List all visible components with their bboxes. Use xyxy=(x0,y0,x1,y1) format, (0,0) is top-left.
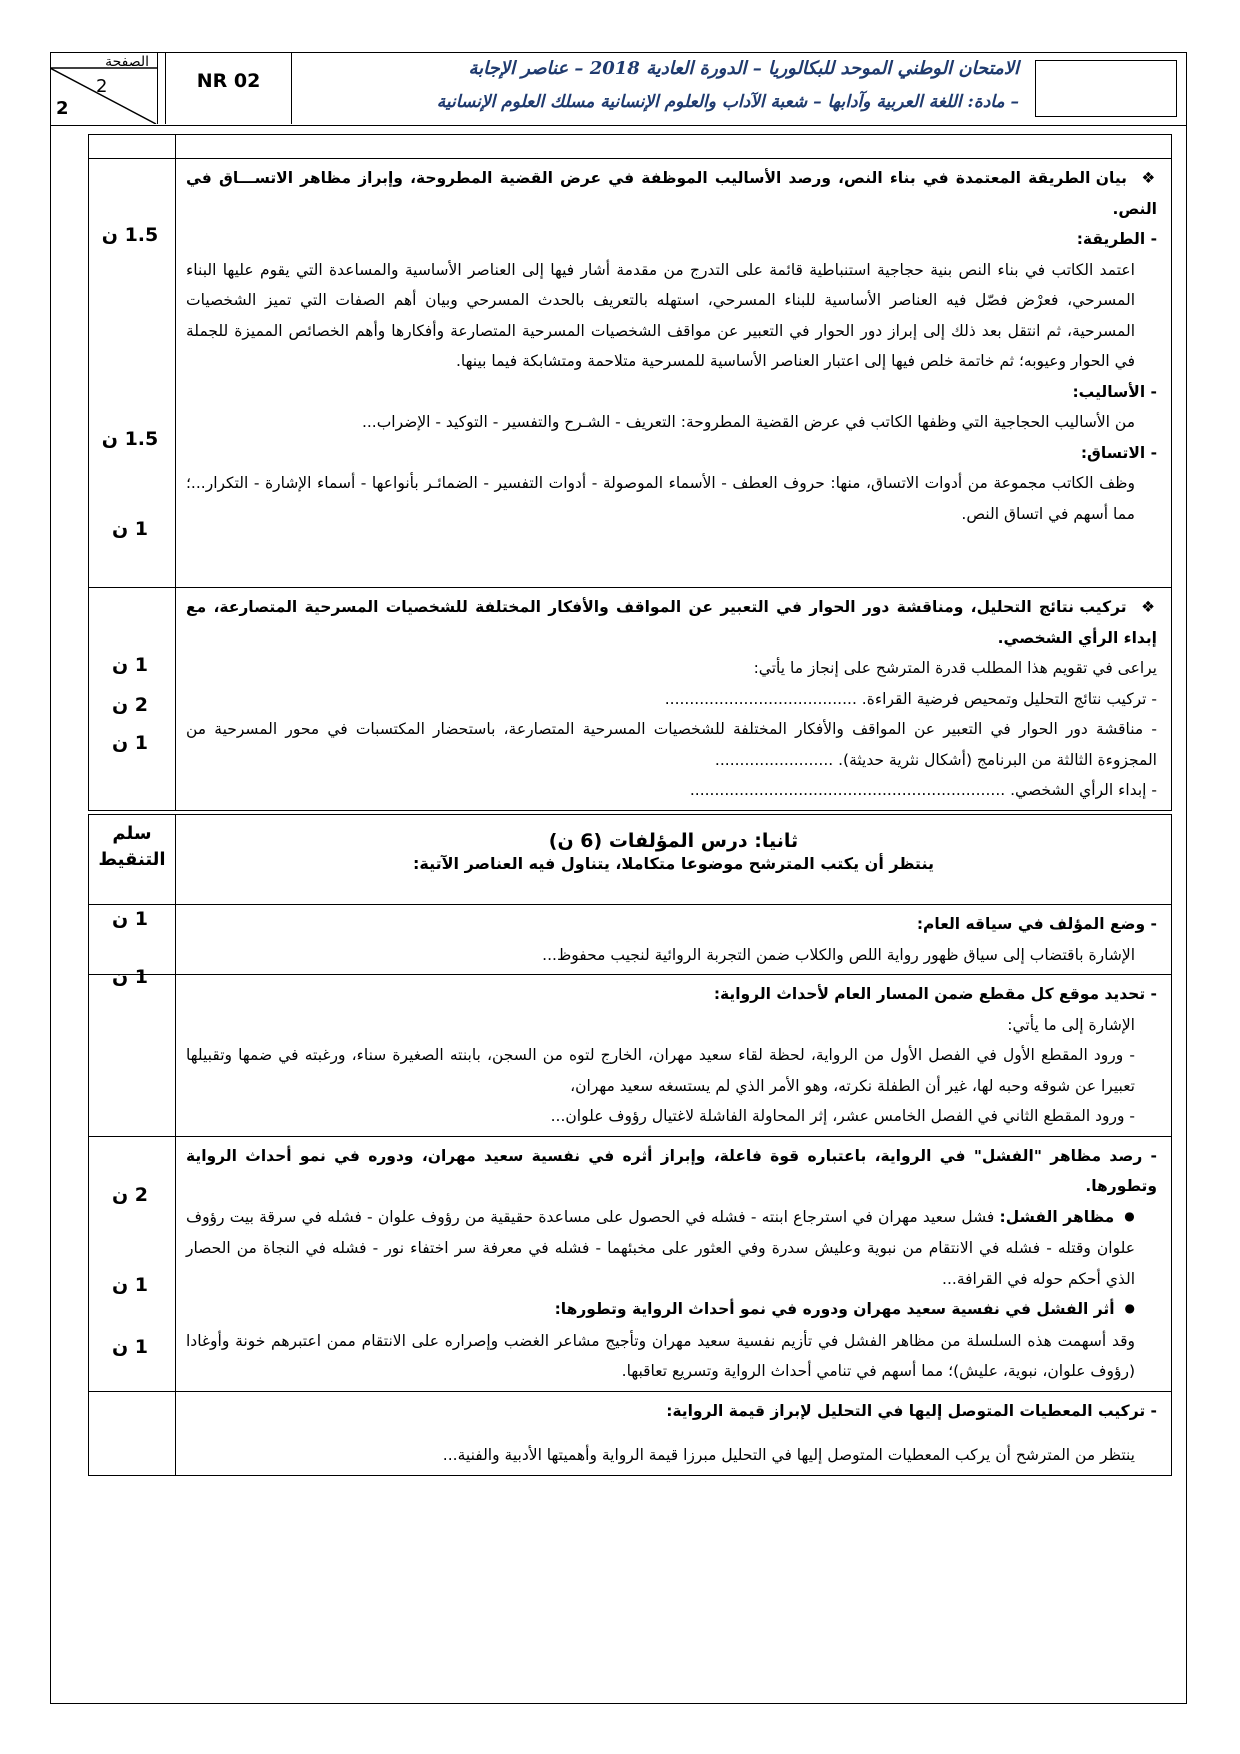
r2-item-2: - ورود المقطع الثاني في الفصل الخامس عشر، إثر المحاولة الفاشلة لاغتيال رؤوف علوان... xyxy=(550,1107,1135,1125)
b2-intro: يراعى في تقويم هذا المطلب قدرة المترشح على إنجاز ما يأتي: xyxy=(753,659,1157,677)
method-block xyxy=(176,159,1172,588)
page-label: الصفحة xyxy=(105,54,149,70)
section1-table xyxy=(88,134,1172,811)
points-b2-3: 1 ن xyxy=(111,732,149,754)
header-empty-box xyxy=(1035,60,1177,117)
method-text: اعتمد الكاتب في بناء النص بنية حجاجية استنباطية قائمة على التدرج من مقدمة أشار فيها إلى العناصر الأساسية والمساعدة التي يقوم عليها البناء المسرحي، فعرْض فصّل فيه العناصر الأساسية للبناء المسرحي، استهله بالتعريف بالحدث المسرحي وبيان أهم الصفات التي تميز الشخصيات المسرحية، ثم انتقل بعد ذلك إلى إبراز دور الحوار في التعبير عن مواقف الشخصيات المسرحية المتصارعة وأفكارها وأهم الخصائص المميزة للجملة في الحوار وعيوبه؛ ثم خاتمة خلص فيها إلى اعتبار العناصر الأساسية للمسرحية متلاحمة ومتشابكة فيما بينها. xyxy=(186,260,1135,370)
page-header xyxy=(50,52,1187,126)
styles-label: - الأساليب: xyxy=(1072,382,1157,401)
r3-title: - رصد مظاهر "الفشل" في الرواية، باعتباره قوة فاعلة، وإبراز أثره في نفسية سعيد مهران، ودوره في نمو أحداث الرواية وتطورها. xyxy=(186,1146,1157,1195)
r3-bullet-2-text: وقد أسهمت هذه السلسلة من مظاهر الفشل في تأزيم نفسية سعيد مهران وتأجيج مشاعر الغضب وإصراره على الانتقام ممن اعتبرهم خونة وأوغادا (رؤوف علوان، نبوية، عليش)؛ مما أسهم في تنامي أحداث الرواية وتسريع تعاقبها. xyxy=(186,1331,1135,1380)
r3-block xyxy=(176,1136,1172,1391)
synthesis-block xyxy=(176,588,1172,811)
b2-item-3: - إبداء الرأي الشخصي. ................................................................ xyxy=(689,781,1157,799)
cohesion-text: وظف الكاتب مجموعة من أدوات الاتساق، منها: حروف العطف - الأسماء الموصولة - أدوات التفسير - الضمائـر بأنواعها - أسماء الإشارة - التكرار...؛ مما أسهم في اتساق النص. xyxy=(186,474,1135,523)
b2-item-1: - تركيب نتائج التحليل وتمحيص فرضية القراءة. ....................................... xyxy=(664,689,1157,708)
points-cohesion: 1 ن xyxy=(111,518,149,540)
r1-block xyxy=(176,905,1172,975)
points-b2-1: 1 ن xyxy=(111,654,149,676)
r2-title: - تحديد موقع كل مقطع ضمن المسار العام لأحداث الرواية: xyxy=(713,985,1157,1003)
points-method: 1.5 ن xyxy=(101,224,159,246)
r2-block xyxy=(176,975,1172,1137)
header-spacer xyxy=(158,52,166,124)
r3-bullet-1: ● مظاهر الفشل: فشل سعيد مهران في استرجاع ابنته - فشله في الحصول على مساعدة حقيقية من رؤوف علوان - فشله في سرقة بيت رؤوف علوان وقتله - فشله في الانتقام من نبوية وعليش سدرة وفي العثور على مخبئهما - فشله في معرفة سر اختفاء نور - فشله في النجاة من الحصار الذي أحكم حوله في القرافة... xyxy=(186,1202,1157,1295)
r2-intro: الإشارة إلى ما يأتي: xyxy=(1007,1015,1135,1034)
points-r4: 1 ن xyxy=(111,1336,149,1358)
section2-heading xyxy=(176,815,1172,905)
styles-text: من الأساليب الحجاجية التي وظفها الكاتب في عرض القضية المطروحة: التعريف - الشـرح والتفسير - التوكيد - الإضراب... xyxy=(361,413,1135,431)
scale-label: سلم التنقيط xyxy=(89,815,176,905)
r3-bullet-2: ● أثر الفشل في نفسية سعيد مهران ودوره في نمو أحداث الرواية وتطورها: xyxy=(186,1294,1157,1326)
page-number: 2 xyxy=(96,76,108,97)
exam-title: الامتحان الوطني الموحد للبكالوريا – الدورة العادية 2018 – عناصر الإجابة xyxy=(468,58,1019,79)
b1-title: ❖ بيان الطريقة المعتمدة في بناء النص، ورصد الأساليب الموظفة في عرض القضية المطروحة، وإبراز مظاهر الاتســـاق في النص. xyxy=(186,169,1157,218)
section2-table xyxy=(88,814,1172,1476)
r4-title: - تركيب المعطيات المتوصل إليها في التحليل لإبراز قيمة الرواية: xyxy=(666,1401,1157,1420)
r2-item-1: - ورود المقطع الأول في الفصل الأول من الرواية، لحظة لقاء سعيد مهران، الخارج لتوه من السجن، بابنته الصغيرة سناء، ورغبته في ضمها وتقبيلها تعبيرا عن شوقه وحبه لها، غير أن الطفلة نكرته، وهو الأمر الذي لم يستسغه سعيد مهران، xyxy=(186,1046,1135,1095)
method-label: - الطريقة: xyxy=(1076,230,1157,248)
points-r3-2: 1 ن xyxy=(111,1274,149,1296)
cohesion-label: - الاتساق: xyxy=(1080,443,1157,462)
points-r1: 1 ن xyxy=(111,908,149,930)
points-r2: 1 ن xyxy=(111,966,149,988)
exam-subject: – مادة: اللغة العربية وآدابها – شعبة الآداب والعلوم الإنسانية مسلك العلوم الإنسانية xyxy=(436,92,1019,112)
section2-title: ثانيا: درس المؤلفات (6 ن) xyxy=(548,830,799,852)
b2-item-2: - مناقشة دور الحوار في التعبير عن المواقف والأفكار المختلفة للشخصيات المسرحية المتصارعة، باستحضار المكتسبات في محور المسرحية من المجزوءة الثالثة من البرنامج (أشكال نثرية حديثة). ........................ xyxy=(186,720,1157,769)
r4-block xyxy=(176,1391,1172,1475)
points-b2-2: 2 ن xyxy=(111,694,149,716)
points-styles: 1.5 ن xyxy=(101,428,159,450)
r1-text: الإشارة باقتضاب إلى سياق ظهور رواية اللص والكلاب ضمن التجربة الروائية لنجيب محفوظ... xyxy=(542,945,1135,964)
section2-subtitle: ينتظر أن يكتب المترشح موضوعا متكاملا، يتناول فيه العناصر الآتية: xyxy=(412,854,934,873)
r4-text: ينتظر من المترشح أن يركب المعطيات المتوصل إليها في التحليل مبرزا قيمة الرواية وأهميتها الأدبية والفنية... xyxy=(442,1446,1135,1464)
points-r3-1: 2 ن xyxy=(111,1184,149,1206)
exam-code: NR 02 xyxy=(166,52,292,124)
b2-title: ❖ تركيب نتائج التحليل، ومناقشة دور الحوار في التعبير عن المواقف والأفكار المختلفة للشخصيات المسرحية المتصارعة، مع إبداء الرأي الشخصي. xyxy=(186,598,1157,647)
page-total: 2 xyxy=(56,98,69,119)
page-number-box xyxy=(50,52,158,124)
r1-title: - وضع المؤلف في سياقه العام: xyxy=(916,915,1157,933)
